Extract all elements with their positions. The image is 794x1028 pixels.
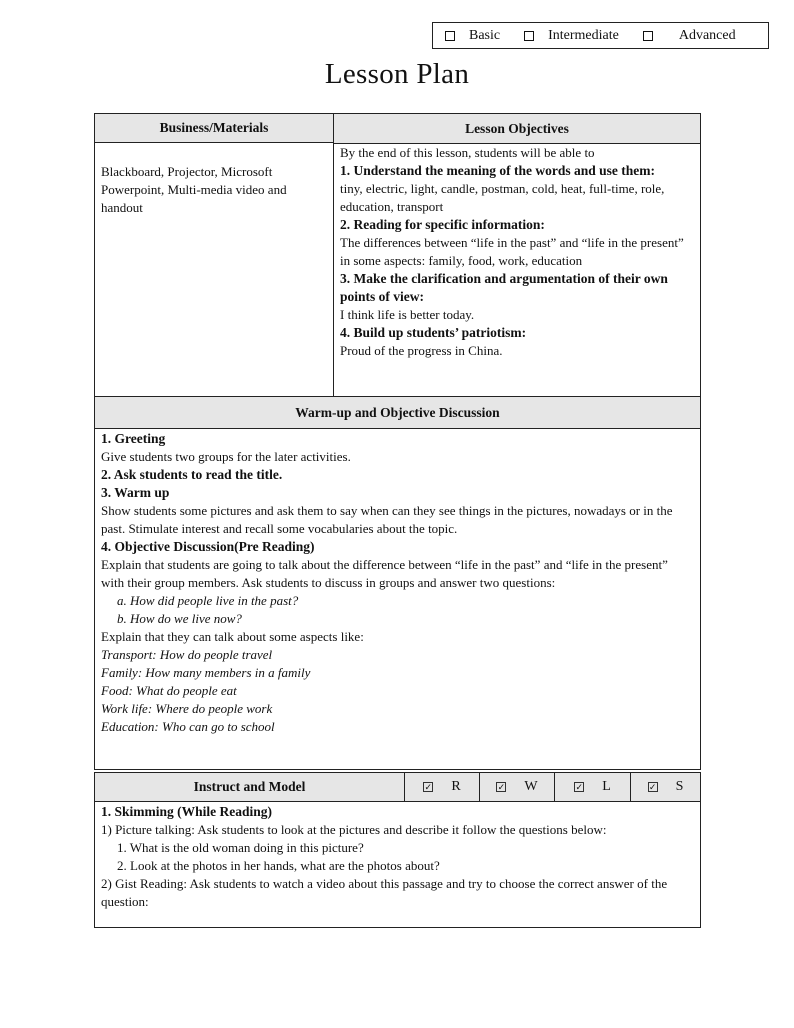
warmup-item-heading: 1. Greeting [101, 431, 166, 446]
skill-w[interactable] [479, 773, 554, 801]
question-item: a. How did people live in the past? [117, 593, 299, 608]
objectives-intro: By the end of this lesson, students will be able to [340, 145, 595, 160]
warmup-item-text: Give students two groups for the later activities. [101, 449, 351, 464]
aspect-item: Food: What do people eat [101, 683, 237, 698]
question-item: b. How do we live now? [117, 611, 242, 626]
aspect-item: Transport: How do people travel [101, 647, 273, 662]
instruct-header-row [95, 773, 700, 802]
objective-text: I think life is better today. [340, 307, 475, 322]
objective-heading: 1. Understand the meaning of the words and use them: [340, 163, 656, 178]
objectives-cell [334, 143, 700, 396]
skill-label: R [451, 779, 461, 794]
warmup-item-text: Show students some pictures and ask them to say when can they see things in the pictures, nowadays or in the past. Stimulate interest and recall some vocabularies about the topic. [101, 503, 673, 536]
level-label: Advanced [678, 27, 736, 43]
step-text: 2) Gist Reading: Ask students to watch a video about this passage and try to choose the correct answer of the question: [101, 876, 668, 909]
checkbox-checked-icon[interactable]: ✓ [424, 782, 433, 792]
objectives-header: Lesson Objectives [334, 114, 700, 144]
step-question: 1. What is the old woman doing in this picture? [117, 840, 364, 855]
instruct-header: Instruct and Model [95, 773, 404, 801]
checkbox-checked-icon[interactable]: ✓ [648, 782, 657, 792]
objective-heading: 3. Make the clarification and argumentation of their own points of view: [340, 271, 668, 304]
section1-header-row [95, 114, 700, 143]
objective-heading: 4. Build up students’ patriotism: [340, 325, 527, 340]
checkbox-icon[interactable] [524, 31, 534, 41]
level-option-advanced[interactable] [643, 28, 736, 44]
level-option-intermediate[interactable] [524, 28, 619, 44]
level-label: Basic [469, 27, 501, 43]
checkbox-checked-icon[interactable]: ✓ [575, 782, 583, 792]
checkbox-icon[interactable] [643, 31, 653, 41]
warmup-item-heading: 3. Warm up [101, 485, 170, 500]
warmup-header: Warm-up and Objective Discussion [95, 397, 700, 429]
skimming-heading: 1. Skimming (While Reading) [101, 804, 273, 819]
step-question: 2. Look at the photos in her hands, what are the photos about? [117, 858, 440, 873]
level-option-basic[interactable] [445, 28, 500, 44]
lesson-table-top [94, 113, 701, 770]
warmup-item-heading: 4. Objective Discussion(Pre Reading) [101, 539, 315, 554]
warmup-item-heading: 2. Ask students to read the title. [101, 467, 283, 482]
objective-text: tiny, electric, light, candle, postman, cold, heat, full-time, role, education, transport [340, 181, 665, 214]
materials-cell: Blackboard, Projector, Microsoft Powerpoint, Multi-media video and handout [95, 143, 334, 396]
checkbox-checked-icon[interactable]: ✓ [497, 782, 506, 792]
skill-l[interactable] [554, 773, 630, 801]
materials-header: Business/Materials [95, 114, 334, 143]
aspect-item: Work life: Where do people work [101, 701, 273, 716]
skill-label: W [524, 779, 538, 794]
checkbox-icon[interactable] [445, 31, 455, 41]
lesson-table-bottom [94, 772, 701, 928]
level-label: Intermediate [548, 27, 619, 43]
step-text: 1) Picture talking: Ask students to look at the pictures and describe it follow the questions below: [101, 822, 607, 837]
section1-body-row [95, 143, 700, 397]
skill-r[interactable] [404, 773, 479, 801]
page-title: Lesson Plan [324, 58, 470, 90]
warmup-body [95, 429, 700, 736]
warmup-item-text: Explain that students are going to talk about the difference between “life in the past” and “life in the present” with their group members. Ask students to discuss in groups and answer two questions: [101, 557, 668, 590]
aspects-intro: Explain that they can talk about some aspects like: [101, 629, 364, 644]
level-selector [432, 22, 769, 49]
aspect-item: Education: Who can go to school [101, 719, 275, 734]
skill-s[interactable] [630, 773, 700, 801]
objective-text: The differences between “life in the past” and “life in the present” in some aspects: family, food, work, education [340, 235, 684, 268]
objective-text: Proud of the progress in China. [340, 343, 503, 358]
skill-label: S [675, 779, 684, 794]
objective-heading: 2. Reading for specific information: [340, 217, 545, 232]
instruct-body [95, 802, 700, 911]
skill-label: L [602, 779, 611, 794]
aspect-item: Family: How many members in a family [101, 665, 311, 680]
